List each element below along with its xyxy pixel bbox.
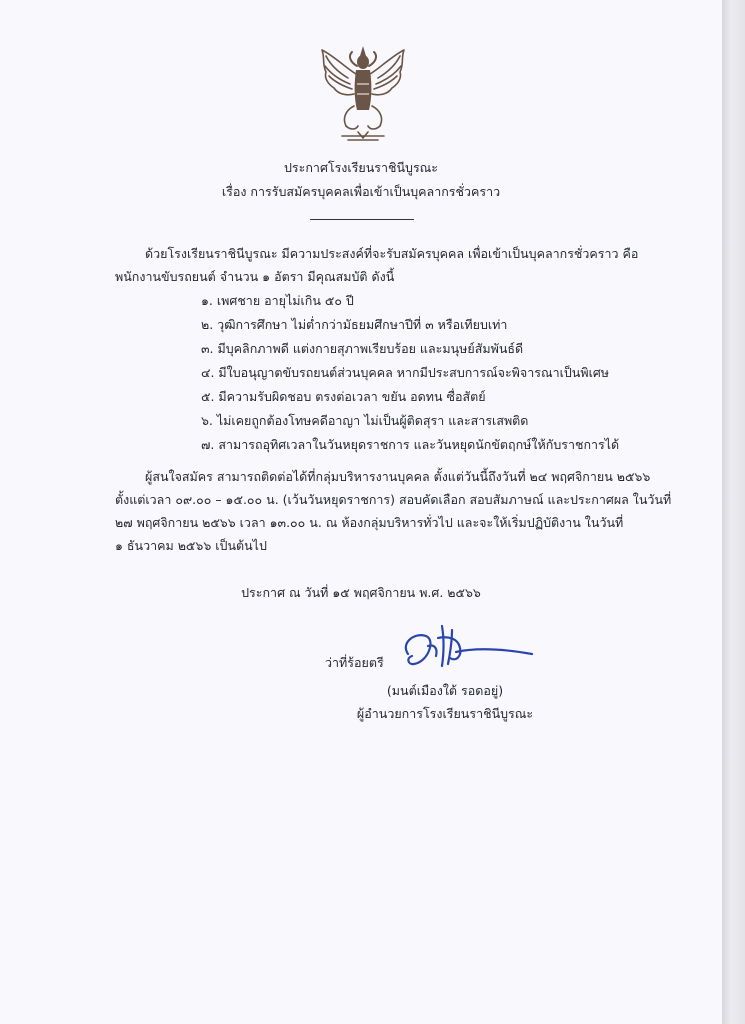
intro-line-1: ด้วยโรงเรียนราชินีบูรณะ มีความประสงค์ที่จะรับสมัครบุคคล เพื่อเข้าเป็นบุคลากรชั่วคราว คือ — [145, 246, 639, 261]
qualification-item: ๕. มีความรับผิดชอบ ตรงต่อเวลา ขยัน อดทน ซื่อสัตย์ — [201, 389, 486, 404]
qualification-item: ๗. สามารถอุทิศเวลาในวันหยุดราชการ และวันหยุดนักขัตฤกษ์ให้กับราชการได้ — [201, 437, 620, 452]
signer-rank: ว่าที่ร้อยตรี — [325, 655, 384, 670]
contact-line-3: ๒๗ พฤศจิกายน ๒๕๖๖ เวลา ๑๓.๐๐ น. ณ ห้องกลุ่มบริหารทั่วไป และจะให้เริ่มปฏิบัติงาน ในวันที่ — [115, 515, 624, 530]
contact-line-4: ๑ ธันวาคม ๒๕๖๖ เป็นต้นไป — [115, 538, 267, 553]
title-divider — [310, 219, 414, 220]
signer-position: ผู้อำนวยการโรงเรียนราชินีบูรณะ — [356, 706, 534, 721]
announcement-title: ประกาศโรงเรียนราชินีบูรณะ — [284, 160, 438, 175]
contact-line-1: ผู้สนใจสมัคร สามารถติดต่อได้ที่กลุ่มบริหารงานบุคคล ตั้งแต่วันนี้ถึงวันที่ ๒๔ พฤศจิกายน ๒๕๖๖ — [145, 469, 651, 484]
qualification-item: ๔. มีใบอนุญาตขับรถยนต์ส่วนบุคคล หากมีประสบการณ์จะพิจารณาเป็นพิเศษ — [201, 365, 610, 380]
intro-line-2: พนักงานขับรถยนต์ จำนวน ๑ อัตรา มีคุณสมบัติ ดังนี้ — [115, 269, 395, 284]
qualification-item: ๒. วุฒิการศึกษา ไม่ต่ำกว่ามัธยมศึกษาปีที่ ๓ หรือเทียบเท่า — [201, 317, 508, 332]
qualification-item: ๑. เพศชาย อายุไม่เกิน ๕๐ ปี — [201, 293, 354, 308]
announcement-date: ประกาศ ณ วันที่ ๑๕ พฤศจิกายน พ.ศ. ๒๕๖๖ — [241, 585, 481, 600]
signer-name: (มนต์เมืองใต้ รอดอยู่) — [386, 683, 504, 698]
garuda-emblem-icon — [316, 44, 410, 144]
qualification-item: ๓. มีบุคลิกภาพดี แต่งกายสุภาพเรียบร้อย และมนุษย์สัมพันธ์ดี — [201, 341, 524, 356]
qualification-item: ๖. ไม่เคยถูกต้องโทษคดีอาญา ไม่เป็นผู้ติดสุรา และสารเสพติด — [201, 413, 529, 428]
contact-line-2: ตั้งแต่เวลา ๐๙.๐๐ – ๑๕.๐๐ น. (เว้นวันหยุดราชการ) สอบคัดเลือก สอบสัมภาษณ์ และประกาศผล ในวันที่ — [115, 492, 672, 507]
announcement-subject: เรื่อง การรับสมัครบุคคลเพื่อเข้าเป็นบุคลากรชั่วคราว — [221, 184, 501, 199]
scan-edge — [722, 0, 745, 1024]
handwritten-signature — [398, 622, 538, 677]
